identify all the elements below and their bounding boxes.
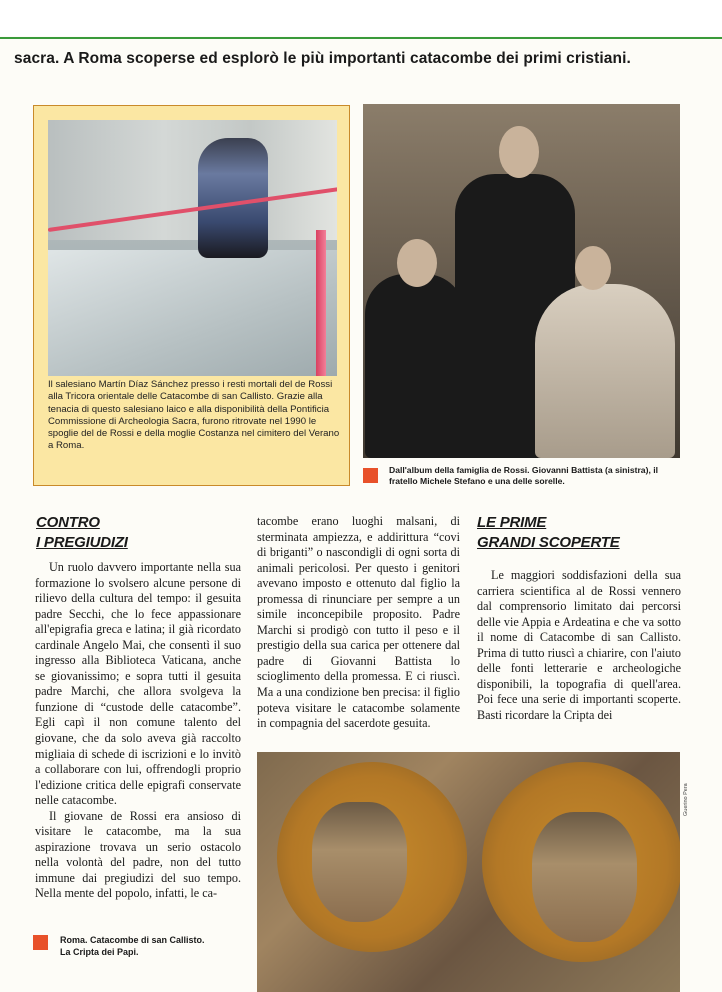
top-rule xyxy=(0,37,722,39)
fresco-caption-line2: La Cripta dei Papi. xyxy=(60,946,139,957)
column-3-paragraph-1: Le maggiori soddisfazioni della sua carriera scientifica al de Rossi vennero dal comprensorio limitato dai percorsi delle vie Appia e Ardeatina e che va sotto il nome di Catacombe di san Callisto. Prima di tutto riuscì a chiarire, con l'aiuto delle fonti letterarie e archeologiche disponibili, la topografia di quell'area. Poi fece una serie di importanti scoperte. Basti ricordare la Cripta dei xyxy=(477,568,681,722)
column-3 xyxy=(477,568,681,723)
photo-fresco-popes xyxy=(257,752,680,992)
photo-marble-slab xyxy=(48,250,337,376)
column-2-paragraph: tacombe erano luoghi malsani, di sterminata ampiezza, e addirittura “covi di briganti” o nascondigli di ogni sorta di animali pericolosi. Per questo i genitori avevano imposto e ottenuto dal figlio la promessa di rinunciare per sempre a un simile inconcepibile proposito. Padre Marchi si prodigò con tutto il peso e il prestigio della sua carica per ottenere dal padre di Giovanni Battista lo scioglimento della promessa. E ci riuscì. Ma a una condizione ben precisa: il figlio poteva visitare le catacombe solamente in compagnia del sacerdote gesuita. xyxy=(257,514,460,731)
caption-marker-square xyxy=(363,468,378,483)
photo-face-standing xyxy=(499,126,539,178)
photo-right-caption: Dall'album della famiglia de Rossi. Giovanni Battista (a sinistra), il fratello Michele Stefano e una delle sorelle. xyxy=(389,465,658,486)
photo-right-caption-box xyxy=(363,465,681,490)
caption-marker-square-bottom xyxy=(33,935,48,950)
photo-catacomb-tomb xyxy=(48,120,337,376)
section-heading-scoperte-line1: LE PRIME xyxy=(477,514,547,531)
top-band xyxy=(0,0,722,36)
fresco-head-right xyxy=(532,812,637,942)
fresco-caption xyxy=(60,935,250,958)
fresco-head-left xyxy=(312,802,407,922)
fresco-caption-box xyxy=(33,935,248,965)
section-heading-scoperte xyxy=(477,513,682,553)
section-heading-contro xyxy=(36,513,236,553)
section-heading-scoperte-line2: GRANDI SCOPERTE xyxy=(477,534,620,551)
column-2 xyxy=(257,514,460,732)
photo-face-sister xyxy=(575,246,611,290)
column-1 xyxy=(35,560,241,902)
column-1-paragraph-1: Un ruolo davvero importante nella sua formazione lo svolsero alcune persone di rilievo della cultura del tempo: il gesuita padre Secchi, che lo fece appassionare all'epigrafia greca e latina; il già ricordato cardinale Angelo Mai, che consentì il suo ingresso alla Biblioteca Vaticana, anche se giovanissimo; e sopra tutti il gesuita padre Marchi, che allora svolgeva la funzione di “custode delle catacombe”. Egli capì il non comune talento del giovane, che da solo aveva già raccolto migliaia di schede di iscrizioni e lo invitò a collaborare con lui, offrendogli proprio l'edizione critica delle epigrafi conservate nelle catacombe. xyxy=(35,560,241,808)
photo-face-left xyxy=(397,239,437,287)
headline: sacra. A Roma scoperse ed esplorò le più importanti catacombe dei primi cristiani. xyxy=(14,50,631,67)
photo-caption-box-left xyxy=(33,105,350,486)
photo-red-post xyxy=(316,230,326,376)
column-1-paragraph-2: Il giovane de Rossi era ansioso di visitare le catacombe, ma la sua aspirazione trovava un serio ostacolo nella volontà del padre, non del tutto immune dai pregiudizi del suo tempo. Nella mente del popolo, infatti, le ca- xyxy=(35,808,241,901)
photo-family-album xyxy=(363,104,680,458)
photo-figure-left xyxy=(365,274,465,458)
photo-credit: Guerino Pera xyxy=(683,783,689,816)
photo-figure-sister xyxy=(535,284,675,458)
fresco-caption-line1: Roma. Catacombe di san Callisto. xyxy=(60,935,205,945)
section-heading-contro-line1: CONTRO xyxy=(36,514,100,531)
section-heading-contro-line2: I PREGIUDIZI xyxy=(36,534,128,551)
photo-left-caption: Il salesiano Martín Díaz Sánchez presso i resti mortali del de Rossi alla Tricora orientale delle Catacombe di san Callisto. Grazie alla tenacia di questo salesiano laico e alla disponibilità della Pontificia Commissione di Archeologia Sacra, furono ritrovate nel 1990 le spoglie del de Rossi e della moglie Costanza nel cimitero del Verano a Roma. xyxy=(48,379,340,452)
